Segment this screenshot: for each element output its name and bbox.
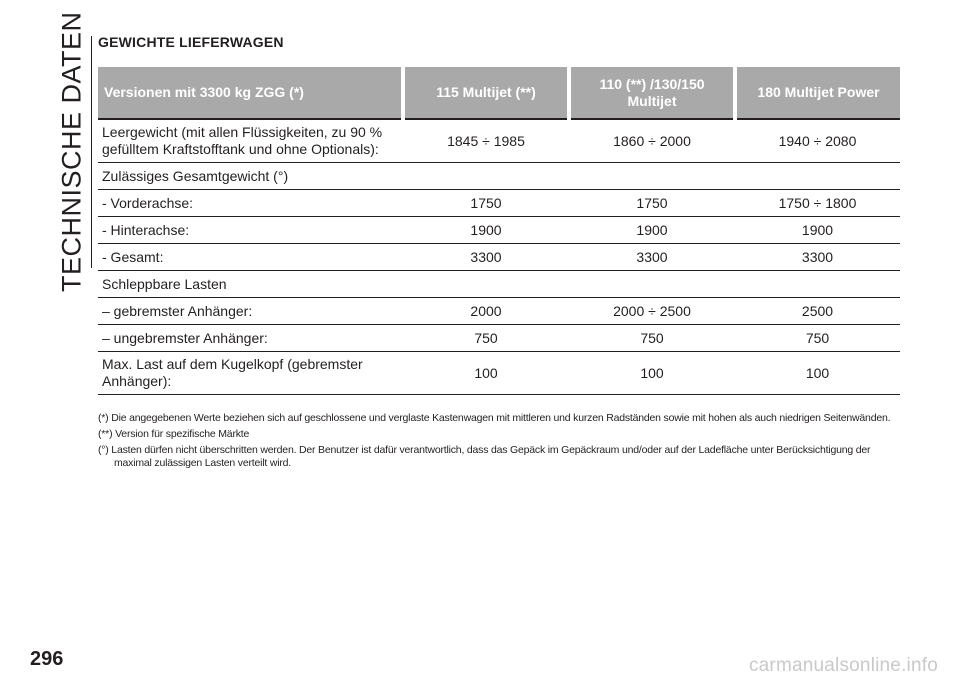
cell-value: 2000 ÷ 2500 — [569, 298, 735, 325]
cell-value — [403, 163, 569, 190]
cell-value: 1900 — [735, 217, 900, 244]
cell-value: 2500 — [735, 298, 900, 325]
cell-value — [735, 163, 900, 190]
footnote: (°) Lasten dürfen nicht überschritten werden. Der Benutzer ist dafür verantwortlich, dass das Gepäck im Gepäckraum und/oder auf der Ladefläche unter Berücksichtigung der maximal zulässigen Lasten verteilt wird. — [98, 444, 871, 469]
header-110-130-150-multijet: 110 (**) /130/150 Multijet — [569, 67, 735, 119]
row-label: – gebremster Anhänger: — [98, 298, 403, 325]
row-label: Leergewicht (mit allen Flüssigkeiten, zu 90 % gefülltem Kraftstofftank und ohne Optionals): — [98, 119, 403, 163]
page-number: 296 — [30, 648, 64, 670]
row-label: - Hinterachse: — [98, 217, 403, 244]
sidebar-chapter-title: TECHNISCHE DATEN — [56, 11, 87, 293]
weights-table — [98, 67, 900, 395]
footnotes — [98, 412, 898, 473]
cell-value: 2000 — [403, 298, 569, 325]
cell-value: 750 — [403, 325, 569, 352]
table-row — [98, 190, 900, 217]
header-180-multijet-power: 180 Multijet Power — [735, 67, 900, 119]
table-header-row — [98, 67, 900, 119]
row-label: Max. Last auf dem Kugelkopf (gebremster Anhänger): — [98, 352, 403, 395]
table-row — [98, 163, 900, 190]
row-label: Schleppbare Lasten — [98, 271, 403, 298]
sidebar-divider — [91, 36, 92, 268]
table-row — [98, 352, 900, 395]
footnote: (*) Die angegebenen Werte beziehen sich auf geschlossene und verglaste Kastenwagen mit mittleren und kurzen Radständen sowie mit hohen als auch niedrigen Seitenwänden. — [98, 412, 891, 424]
cell-value — [735, 271, 900, 298]
cell-value: 3300 — [569, 244, 735, 271]
cell-value: 3300 — [735, 244, 900, 271]
cell-value: 100 — [569, 352, 735, 395]
row-label: - Vorderachse: — [98, 190, 403, 217]
cell-value: 1900 — [569, 217, 735, 244]
cell-value: 1750 ÷ 1800 — [735, 190, 900, 217]
cell-value: 1860 ÷ 2000 — [569, 119, 735, 163]
cell-value: 1750 — [403, 190, 569, 217]
table-row — [98, 271, 900, 298]
footnote: (**) Version für spezifische Märkte — [98, 428, 250, 440]
table-row — [98, 244, 900, 271]
header-115-multijet: 115 Multijet (**) — [403, 67, 569, 119]
cell-value — [403, 271, 569, 298]
cell-value: 1900 — [403, 217, 569, 244]
cell-value: 1750 — [569, 190, 735, 217]
row-label: – ungebremster Anhänger: — [98, 325, 403, 352]
cell-value: 1845 ÷ 1985 — [403, 119, 569, 163]
table-row — [98, 325, 900, 352]
cell-value: 100 — [403, 352, 569, 395]
cell-value: 750 — [569, 325, 735, 352]
table-row — [98, 217, 900, 244]
cell-value — [569, 271, 735, 298]
cell-value: 750 — [735, 325, 900, 352]
cell-value: 3300 — [403, 244, 569, 271]
cell-value: 1940 ÷ 2080 — [735, 119, 900, 163]
table-row — [98, 119, 900, 163]
watermark: carmanualsonline.info — [748, 655, 938, 676]
cell-value — [569, 163, 735, 190]
table-row — [98, 298, 900, 325]
row-label: - Gesamt: — [98, 244, 403, 271]
row-label: Zulässiges Gesamtgewicht (°) — [98, 163, 403, 190]
cell-value: 100 — [735, 352, 900, 395]
section-title: GEWICHTE LIEFERWAGEN — [98, 34, 284, 50]
header-versions: Versionen mit 3300 kg ZGG (*) — [98, 67, 403, 119]
